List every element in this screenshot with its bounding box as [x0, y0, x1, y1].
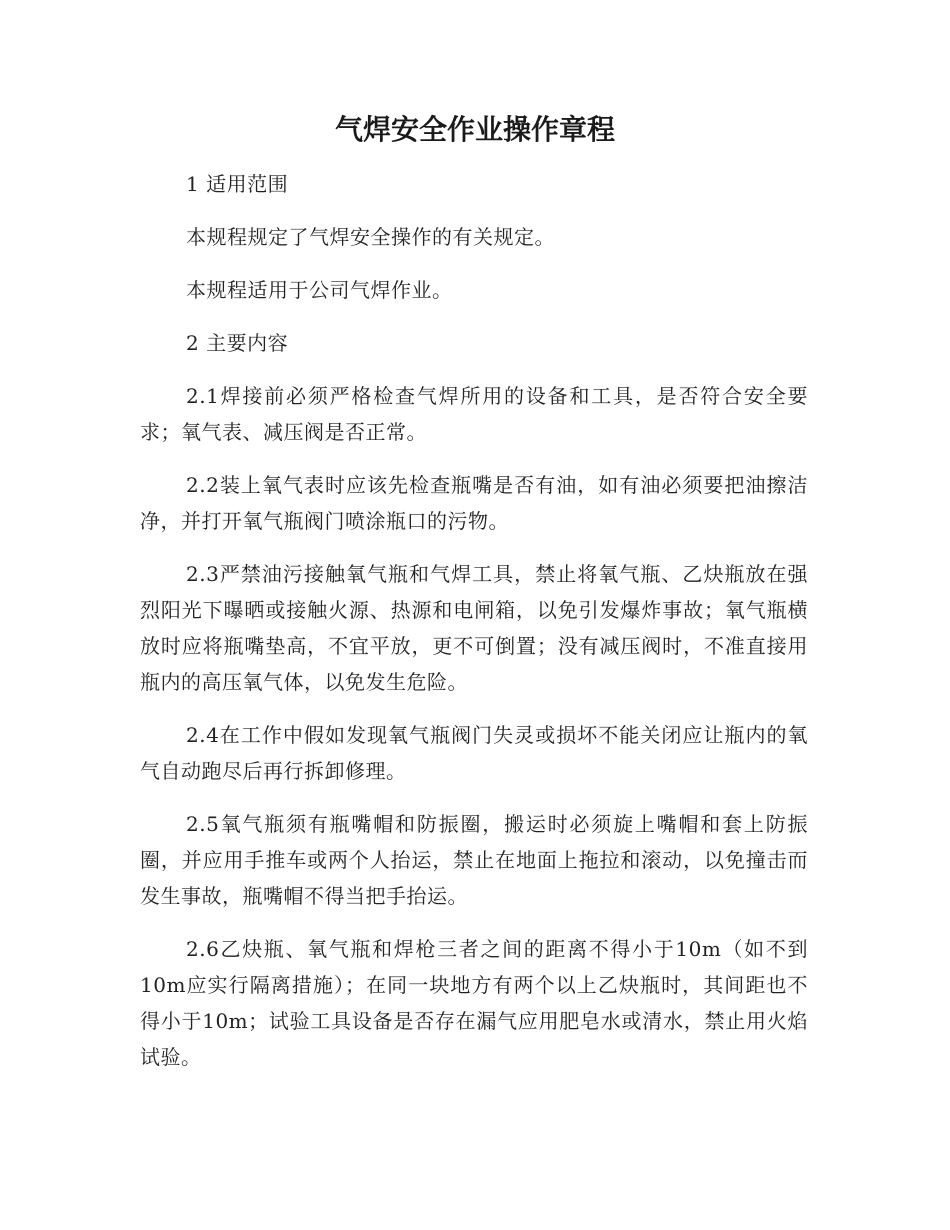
clause-2-4: 2.4在工作中假如发现氧气瓶阀门失灵或损坏不能关闭应让瓶内的氧气自动跑尽后再行拆卸修理。 — [140, 723, 808, 783]
clause-2-6: 2.6乙炔瓶、氧气瓶和焊枪三者之间的距离不得小于10m（如不到10m应实行隔离措施）；在同一块地方有两个以上乙炔瓶时，其间距也不得小于10m；试验工具设备是否存在漏气应用肥皂水或清水，禁止用火焰试验。 — [140, 937, 808, 1069]
document-title: 气焊安全作业操作章程 — [334, 113, 615, 146]
paragraph-scope-definition: 本规程规定了气焊安全操作的有关规定。 — [186, 225, 555, 249]
clause-2-5: 2.5氧气瓶须有瓶嘴帽和防振圈，搬运时必须旋上嘴帽和套上防振圈，并应用手推车或两个人抬运，禁止在地面上拖拉和滚动，以免撞击而发生事故，瓶嘴帽不得当把手抬运。 — [140, 812, 808, 908]
section-heading-scope: 1 适用范围 — [186, 172, 289, 196]
section-heading-main-content: 2 主要内容 — [186, 331, 289, 355]
clause-2-3: 2.3严禁油污接触氧气瓶和气焊工具，禁止将氧气瓶、乙炔瓶放在强烈阳光下曝晒或接触火源、热源和电闸箱，以免引发爆炸事故；氧气瓶横放时应将瓶嘴垫高，不宜平放，更不可倒置；没有减压阀时，不准直接用瓶内的高压氧气体，以免发生危险。 — [140, 562, 808, 694]
clause-2-1: 2.1焊接前必须严格检查气焊所用的设备和工具，是否符合安全要求；氧气表、减压阀是否正常。 — [140, 384, 808, 444]
paragraph-scope-applicability: 本规程适用于公司气焊作业。 — [186, 278, 453, 302]
document-body — [140, 166, 808, 1092]
clause-2-2: 2.2装上氧气表时应该先检查瓶嘴是否有油，如有油必须要把油擦洁净，并打开氧气瓶阀门喷涂瓶口的污物。 — [140, 473, 808, 533]
